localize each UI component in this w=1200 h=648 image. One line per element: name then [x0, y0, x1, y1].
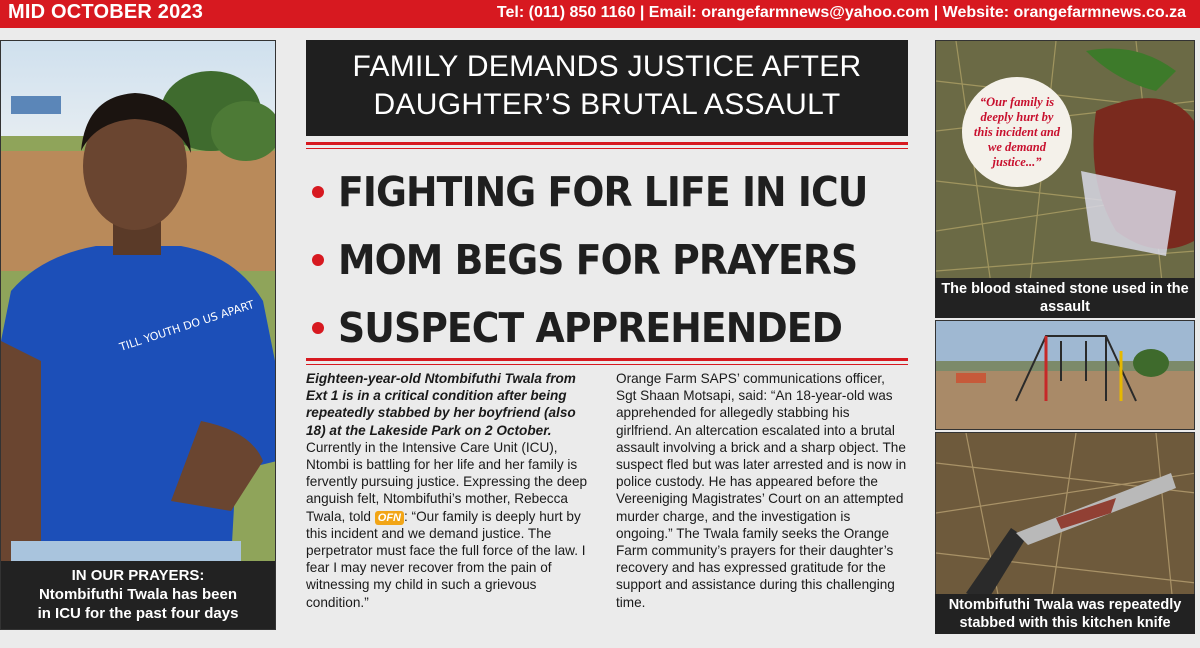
bullet-item	[306, 158, 908, 226]
caption-line-1: IN OUR PRAYERS:	[71, 567, 205, 584]
article-paragraph-2: Orange Farm SAPS’ communications officer, Sgt Shaan Motsapi, said: “An 18-year-old was apprehended for allegedly stabbing his girlfriend. An altercation escalated into a brutal assault involving a brick and a sharp object. The suspect fled but was later arrested and is now in police custody. He has appeared before the Vereeniging Magistrates’ Court on an attempted murder charge, and the investigation is ongoing.” The Twala family seeks the Orange Farm community’s prayers for their daughter’s recovery and has expressed gratitude for the support and assistance during this challenging time.	[616, 371, 907, 610]
headline-box	[306, 40, 908, 136]
victim-photo	[0, 40, 276, 630]
divider-rule-thin	[306, 364, 908, 365]
caption-line-2: Ntombifuthi Twala has been	[38, 586, 238, 603]
main-article	[306, 40, 910, 640]
bullet-item	[306, 226, 908, 294]
masthead-bar	[0, 0, 1200, 28]
article-paragraph-1	[306, 439, 594, 611]
shirt-print: TILL YOUTH DO US APART	[117, 298, 256, 354]
paragraph-1-start: Currently in the Intensive Care Unit (ICU), Ntombi is battling for her life and her family is fervently pursuing justice. Expressing the deep anguish felt, Ntombifuthi’s mother, Rebecca Twala, told	[306, 439, 588, 524]
ofn-badge: OFN	[375, 511, 404, 525]
stone-photo-caption: The blood stained stone used in the assault	[935, 278, 1195, 318]
knife-photo-caption: Ntombifuthi Twala was repeatedly stabbed with this kitchen knife	[935, 594, 1195, 634]
bullet-dot-icon	[312, 186, 324, 198]
divider-rule-thin	[306, 148, 908, 149]
bullet-item	[306, 294, 908, 362]
contact-info: Tel: (011) 850 1160 | Email: orangefarmnews@yahoo.com | Website: orangefarmnews.co.za	[496, 4, 1186, 21]
article-lede: Eighteen-year-old Ntombifuthi Twala from Ext 1 is in a critical condition after being repeatedly stabbed by her boyfriend (also 18) at the Lakeside Park on 2 October.	[306, 371, 576, 438]
bullet-dot-icon	[312, 322, 324, 334]
headline-line-1: FAMILY DEMANDS JUSTICE AFTER	[352, 50, 862, 83]
bullet-list	[306, 158, 908, 362]
bullet-dot-icon	[312, 254, 324, 266]
victim-photo-illustration	[1, 41, 276, 630]
park-photo-illustration	[936, 321, 1195, 430]
stone-photo	[935, 40, 1195, 318]
paragraph-1-end: : “Our family is deeply hurt by this incident and we demand justice. The perpetrator must face the full force of the law. I fear I may never recover from the pain of witnessing my child in such a grievous condition.”	[306, 508, 586, 610]
divider-rule	[306, 358, 908, 361]
pull-quote: “Our family is deeply hurt by this incident and we demand justice...”	[962, 77, 1072, 187]
bullet-text: SUSPECT APPREHENDED	[338, 304, 843, 352]
stone-photo-illustration	[936, 41, 1195, 318]
bullet-text: MOM BEGS FOR PRAYERS	[338, 236, 858, 284]
headline-line-2: DAUGHTER’S BRUTAL ASSAULT	[373, 88, 841, 121]
divider-rule	[306, 142, 908, 145]
article-column-2	[616, 370, 908, 611]
park-photo	[935, 320, 1195, 430]
victim-photo-caption	[1, 561, 275, 629]
issue-date: MID OCTOBER 2023	[8, 1, 204, 23]
caption-line-3: in ICU for the past four days	[37, 605, 239, 622]
bullet-text: FIGHTING FOR LIFE IN ICU	[338, 168, 868, 216]
article-column-1	[306, 370, 594, 611]
